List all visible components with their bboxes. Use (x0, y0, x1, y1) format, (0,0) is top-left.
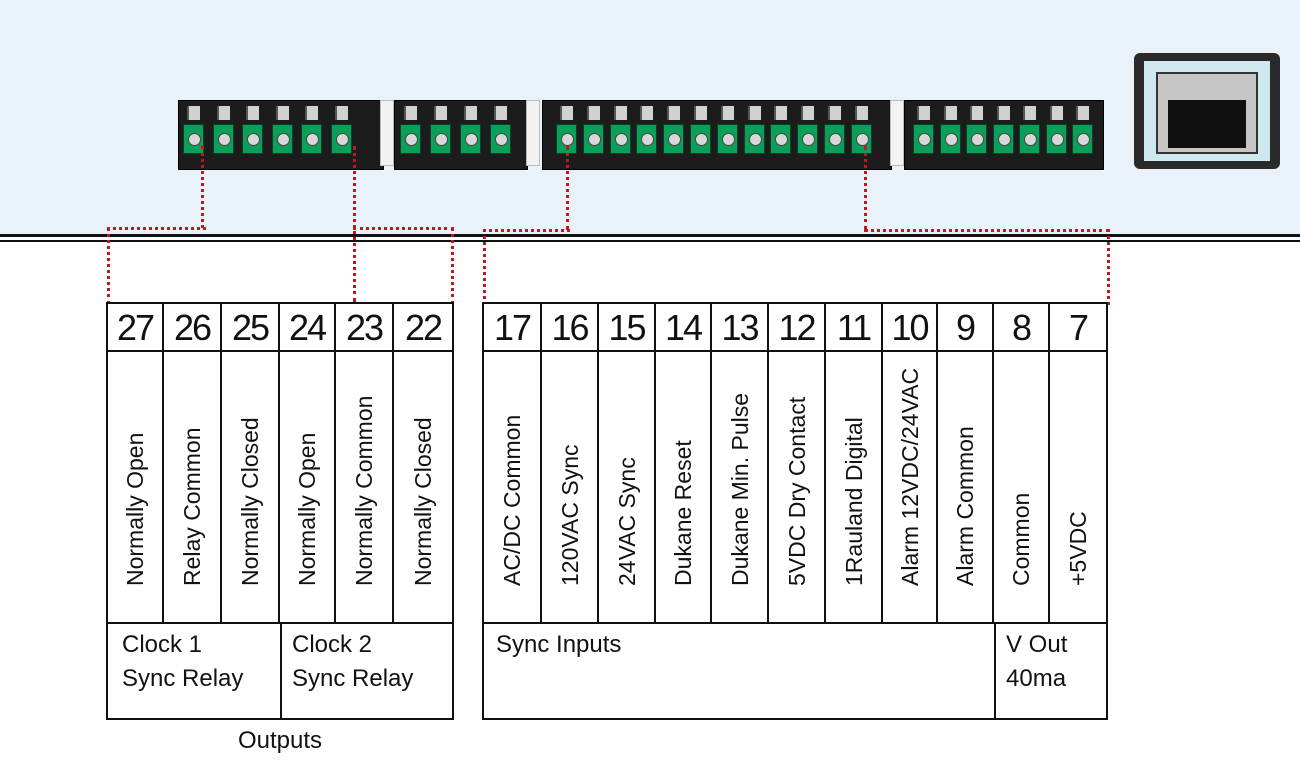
terminal-number: 14 (664, 307, 702, 348)
terminal-screw (636, 124, 657, 154)
terminal-latch (694, 106, 707, 120)
terminal-latch (774, 106, 787, 120)
terminal-latch (434, 106, 447, 120)
terminal-number: 15 (608, 307, 645, 348)
terminal-number: 24 (288, 307, 326, 348)
terminal-screw (770, 124, 791, 154)
terminal-function-label: Normally Common (351, 395, 377, 586)
terminal-function-label: Dukane Min. Pulse (726, 392, 753, 586)
terminal-number: 11 (836, 307, 871, 348)
terminal-screw (824, 124, 845, 154)
terminal-number: 13 (721, 307, 758, 348)
terminal-function-label: Alarm Common (952, 426, 978, 586)
terminal-function-label: Alarm 12VDC/24VAC (896, 367, 923, 586)
leader-line-27 (201, 146, 204, 228)
outputs-caption: Outputs (237, 727, 323, 754)
terminal-function-label: 1Rauland Digital (840, 417, 867, 586)
terminal-screw (797, 124, 818, 154)
terminal-screw (690, 124, 711, 154)
terminal-latch (855, 106, 868, 120)
terminal-latch (276, 106, 289, 120)
terminal-latch (305, 106, 318, 120)
terminal-latch (560, 106, 573, 120)
terminal-number: 26 (173, 307, 211, 348)
terminal-column-23 (336, 304, 394, 622)
terminal-screw (242, 124, 263, 154)
terminal-latch (1050, 106, 1063, 120)
leader-line-7-elbow (864, 229, 1110, 305)
terminal-function-label: 5VDC Dry Contact (783, 396, 810, 586)
group-label-clock-1: Clock 1 Sync Relay (122, 631, 244, 692)
terminal-number: 12 (778, 307, 815, 348)
terminal-latch (944, 106, 957, 120)
group-label-v-out: V Out 40ma (1006, 631, 1068, 692)
terminal-latch (748, 106, 761, 120)
leader-line-22-elbow (353, 227, 454, 305)
terminal-screw (1046, 124, 1067, 154)
terminal-screw (851, 124, 872, 154)
terminal-column-24 (280, 304, 336, 622)
terminal-column-13 (712, 304, 769, 622)
connector-separator (890, 100, 904, 166)
terminal-latch (587, 106, 600, 120)
terminal-column-22 (394, 304, 452, 622)
terminal-column-9 (938, 304, 994, 622)
terminal-latch (640, 106, 653, 120)
terminal-screw (1072, 124, 1093, 154)
terminal-screw (610, 124, 631, 154)
terminal-screw (744, 124, 765, 154)
terminal-function-label: Normally Open (122, 432, 148, 586)
terminal-latch (494, 106, 507, 120)
terminal-function-label: AC/DC Common (499, 414, 525, 586)
terminal-latch (970, 106, 983, 120)
terminal-latch (997, 106, 1010, 120)
terminal-number: 7 (1068, 307, 1088, 348)
terminal-function-label: Normally Closed (237, 417, 263, 586)
terminal-latch (1023, 106, 1036, 120)
terminal-column-26 (164, 304, 222, 622)
terminal-function-label: Relay Common (179, 427, 205, 586)
terminal-latch (614, 106, 627, 120)
terminal-screw (717, 124, 738, 154)
terminal-column-27 (108, 304, 164, 622)
terminal-column-10 (883, 304, 938, 622)
terminal-function-label: 24VAC Sync (613, 457, 640, 586)
terminal-latch (187, 106, 200, 120)
terminal-function-label: Dukane Reset (670, 440, 696, 586)
terminal-column-8 (994, 304, 1050, 622)
terminal-number: 10 (891, 307, 928, 348)
terminal-screw (1019, 124, 1040, 154)
terminal-number: 22 (404, 307, 442, 348)
terminal-screw (993, 124, 1014, 154)
terminal-latch (828, 106, 841, 120)
terminal-column-12 (769, 304, 826, 622)
terminal-latch (335, 106, 348, 120)
terminal-column-17 (484, 304, 542, 622)
terminal-number: 8 (1011, 307, 1031, 348)
group-divider (280, 622, 282, 720)
terminal-latch (667, 106, 680, 120)
terminal-column-14 (656, 304, 712, 622)
terminal-function-label: Normally Open (294, 432, 320, 586)
terminal-latch (801, 106, 814, 120)
terminal-column-7 (1050, 304, 1106, 622)
terminal-screw (460, 124, 481, 154)
terminal-number: 16 (551, 307, 588, 348)
terminal-column-25 (222, 304, 280, 622)
leader-line-27-elbow (107, 227, 206, 305)
terminal-screw (966, 124, 987, 154)
terminal-number: 9 (955, 307, 975, 348)
terminal-column-16 (542, 304, 599, 622)
group-divider (994, 622, 996, 720)
terminal-function-label: 120VAC Sync (556, 444, 583, 586)
terminal-function-label: Common (1008, 492, 1034, 586)
terminal-latch (1076, 106, 1089, 120)
terminal-screw (301, 124, 322, 154)
terminal-screw (272, 124, 293, 154)
terminal-screw (940, 124, 961, 154)
inputs-terminal-table (482, 302, 1108, 720)
terminal-column-11 (826, 304, 883, 622)
terminal-screw (913, 124, 934, 154)
terminal-number: 25 (231, 307, 269, 348)
terminal-column-15 (599, 304, 656, 622)
connector-separator (526, 100, 540, 166)
leader-line-7 (864, 146, 867, 230)
terminal-screw (583, 124, 604, 154)
terminal-number: 27 (116, 307, 154, 348)
group-label-clock-2: Clock 2 Sync Relay (292, 631, 414, 692)
rj45-port-pins (1168, 100, 1246, 148)
terminal-latch (404, 106, 417, 120)
group-label-sync-inputs: Sync Inputs (496, 631, 622, 658)
terminal-latch (721, 106, 734, 120)
terminal-screw (213, 124, 234, 154)
terminal-latch (246, 106, 259, 120)
terminal-function-label: +5VDC (1065, 511, 1091, 586)
leader-line-17 (566, 146, 569, 230)
table-footer-rule (484, 622, 1106, 624)
terminal-number: 23 (345, 307, 383, 348)
terminal-latch (917, 106, 930, 120)
terminal-number: 17 (493, 307, 531, 348)
outputs-terminal-table (106, 302, 454, 720)
terminal-latch (217, 106, 230, 120)
terminal-function-label: Normally Closed (410, 417, 436, 586)
terminal-screw (663, 124, 684, 154)
leader-line-17-elbow (483, 229, 570, 305)
terminal-screw (331, 124, 352, 154)
terminal-latch (464, 106, 477, 120)
terminal-screw (490, 124, 511, 154)
